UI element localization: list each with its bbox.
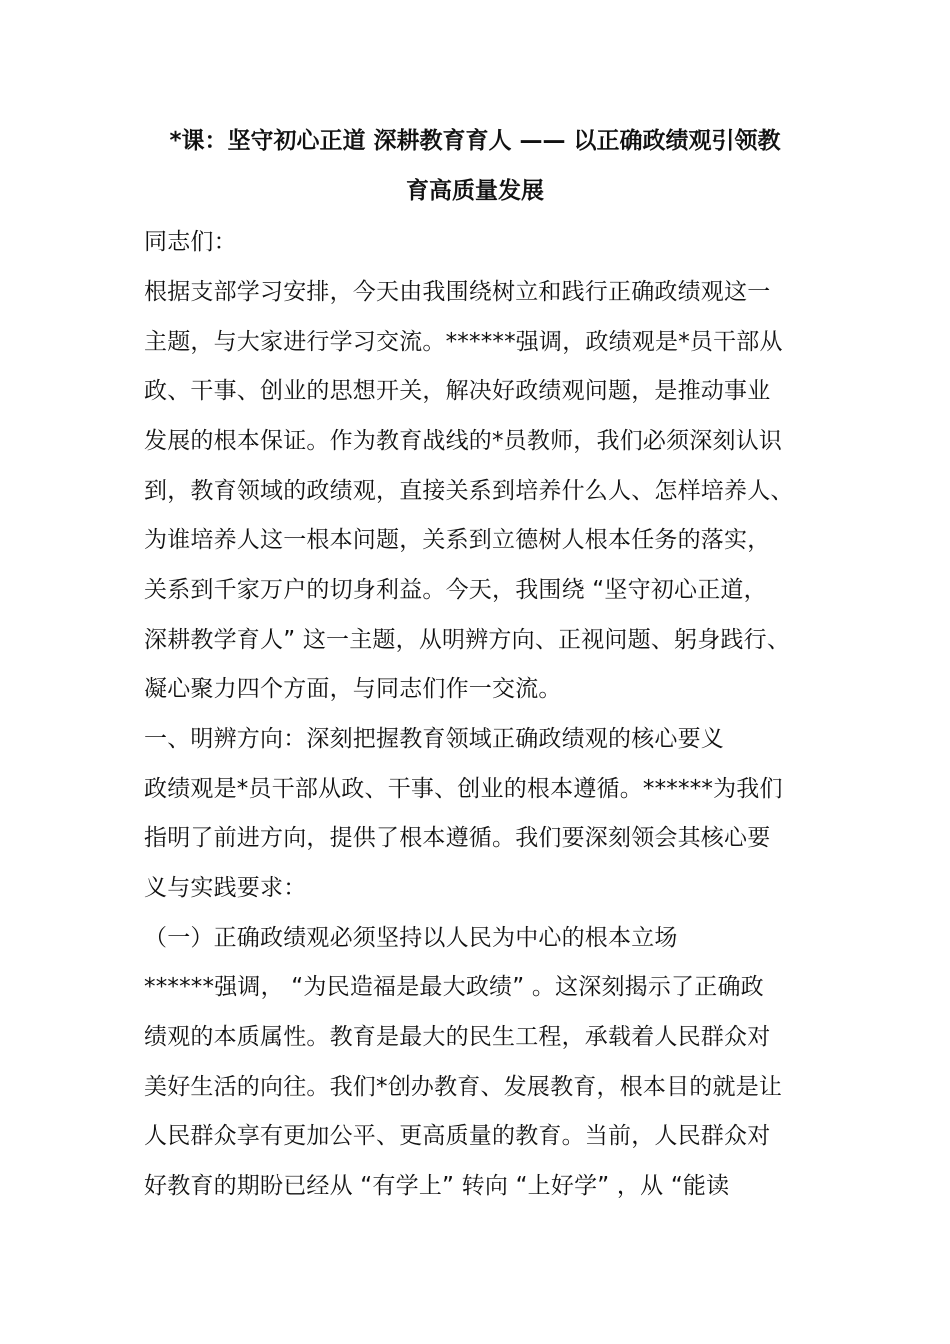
salutation: 同志们： (144, 229, 237, 255)
body-line: 美好生活的向往。我们*创办教育、发展教育，根本目的就是让 (144, 1074, 783, 1100)
document-title-line-1: *课：坚守初心正道 深耕教育育人 —— 以正确政绩观引领教 (169, 128, 781, 154)
body-line: 人民群众享有更加公平、更高质量的教育。当前，人民群众对 (144, 1123, 771, 1149)
body-line: 到，教育领域的政绩观，直接关系到培养什么人、怎样培养人、 (144, 478, 794, 504)
body-line: 为谁培养人这一根本问题，关系到立德树人根本任务的落实， (144, 527, 771, 553)
body-line: 主题，与大家进行学习交流。******强调，政绩观是*员干部从 (144, 329, 783, 355)
document-title-line-2: 育高质量发展 (406, 178, 544, 204)
body-line: 发展的根本保证。作为教育战线的*员教师，我们必须深刻认识 (144, 428, 783, 454)
body-line: 政绩观是*员干部从政、干事、创业的根本遵循。******为我们 (144, 776, 783, 802)
body-line: 义与实践要求： (144, 875, 307, 901)
body-line: ******强调， “为民造福是最大政绩” 。这深刻揭示了正确政 (144, 974, 764, 1000)
section-heading: 一、明辨方向：深刻把握教育领域正确政绩观的核心要义 (144, 726, 724, 752)
body-line: 深耕教学育人” 这一主题，从明辨方向、正视问题、躬身践行、 (144, 627, 791, 653)
body-line: 绩观的本质属性。教育是最大的民生工程，承载着人民群众对 (144, 1024, 771, 1050)
body-line: 指明了前进方向，提供了根本遵循。我们要深刻领会其核心要 (144, 825, 771, 851)
body-line: 凝心聚力四个方面，与同志们作一交流。 (144, 676, 562, 702)
body-line: 关系到千家万户的切身利益。今天，我围绕 “坚守初心正道， (144, 577, 767, 603)
subsection-heading: （一）正确政绩观必须坚持以人民为中心的根本立场 (144, 925, 678, 951)
body-line: 政、干事、创业的思想开关，解决好政绩观问题，是推动事业 (144, 378, 771, 404)
body-line: 好教育的期盼已经从 “有学上” 转向 “上好学” ，从 “能读 (144, 1173, 730, 1199)
body-line: 根据支部学习安排，今天由我围绕树立和践行正确政绩观这一 (144, 279, 771, 305)
